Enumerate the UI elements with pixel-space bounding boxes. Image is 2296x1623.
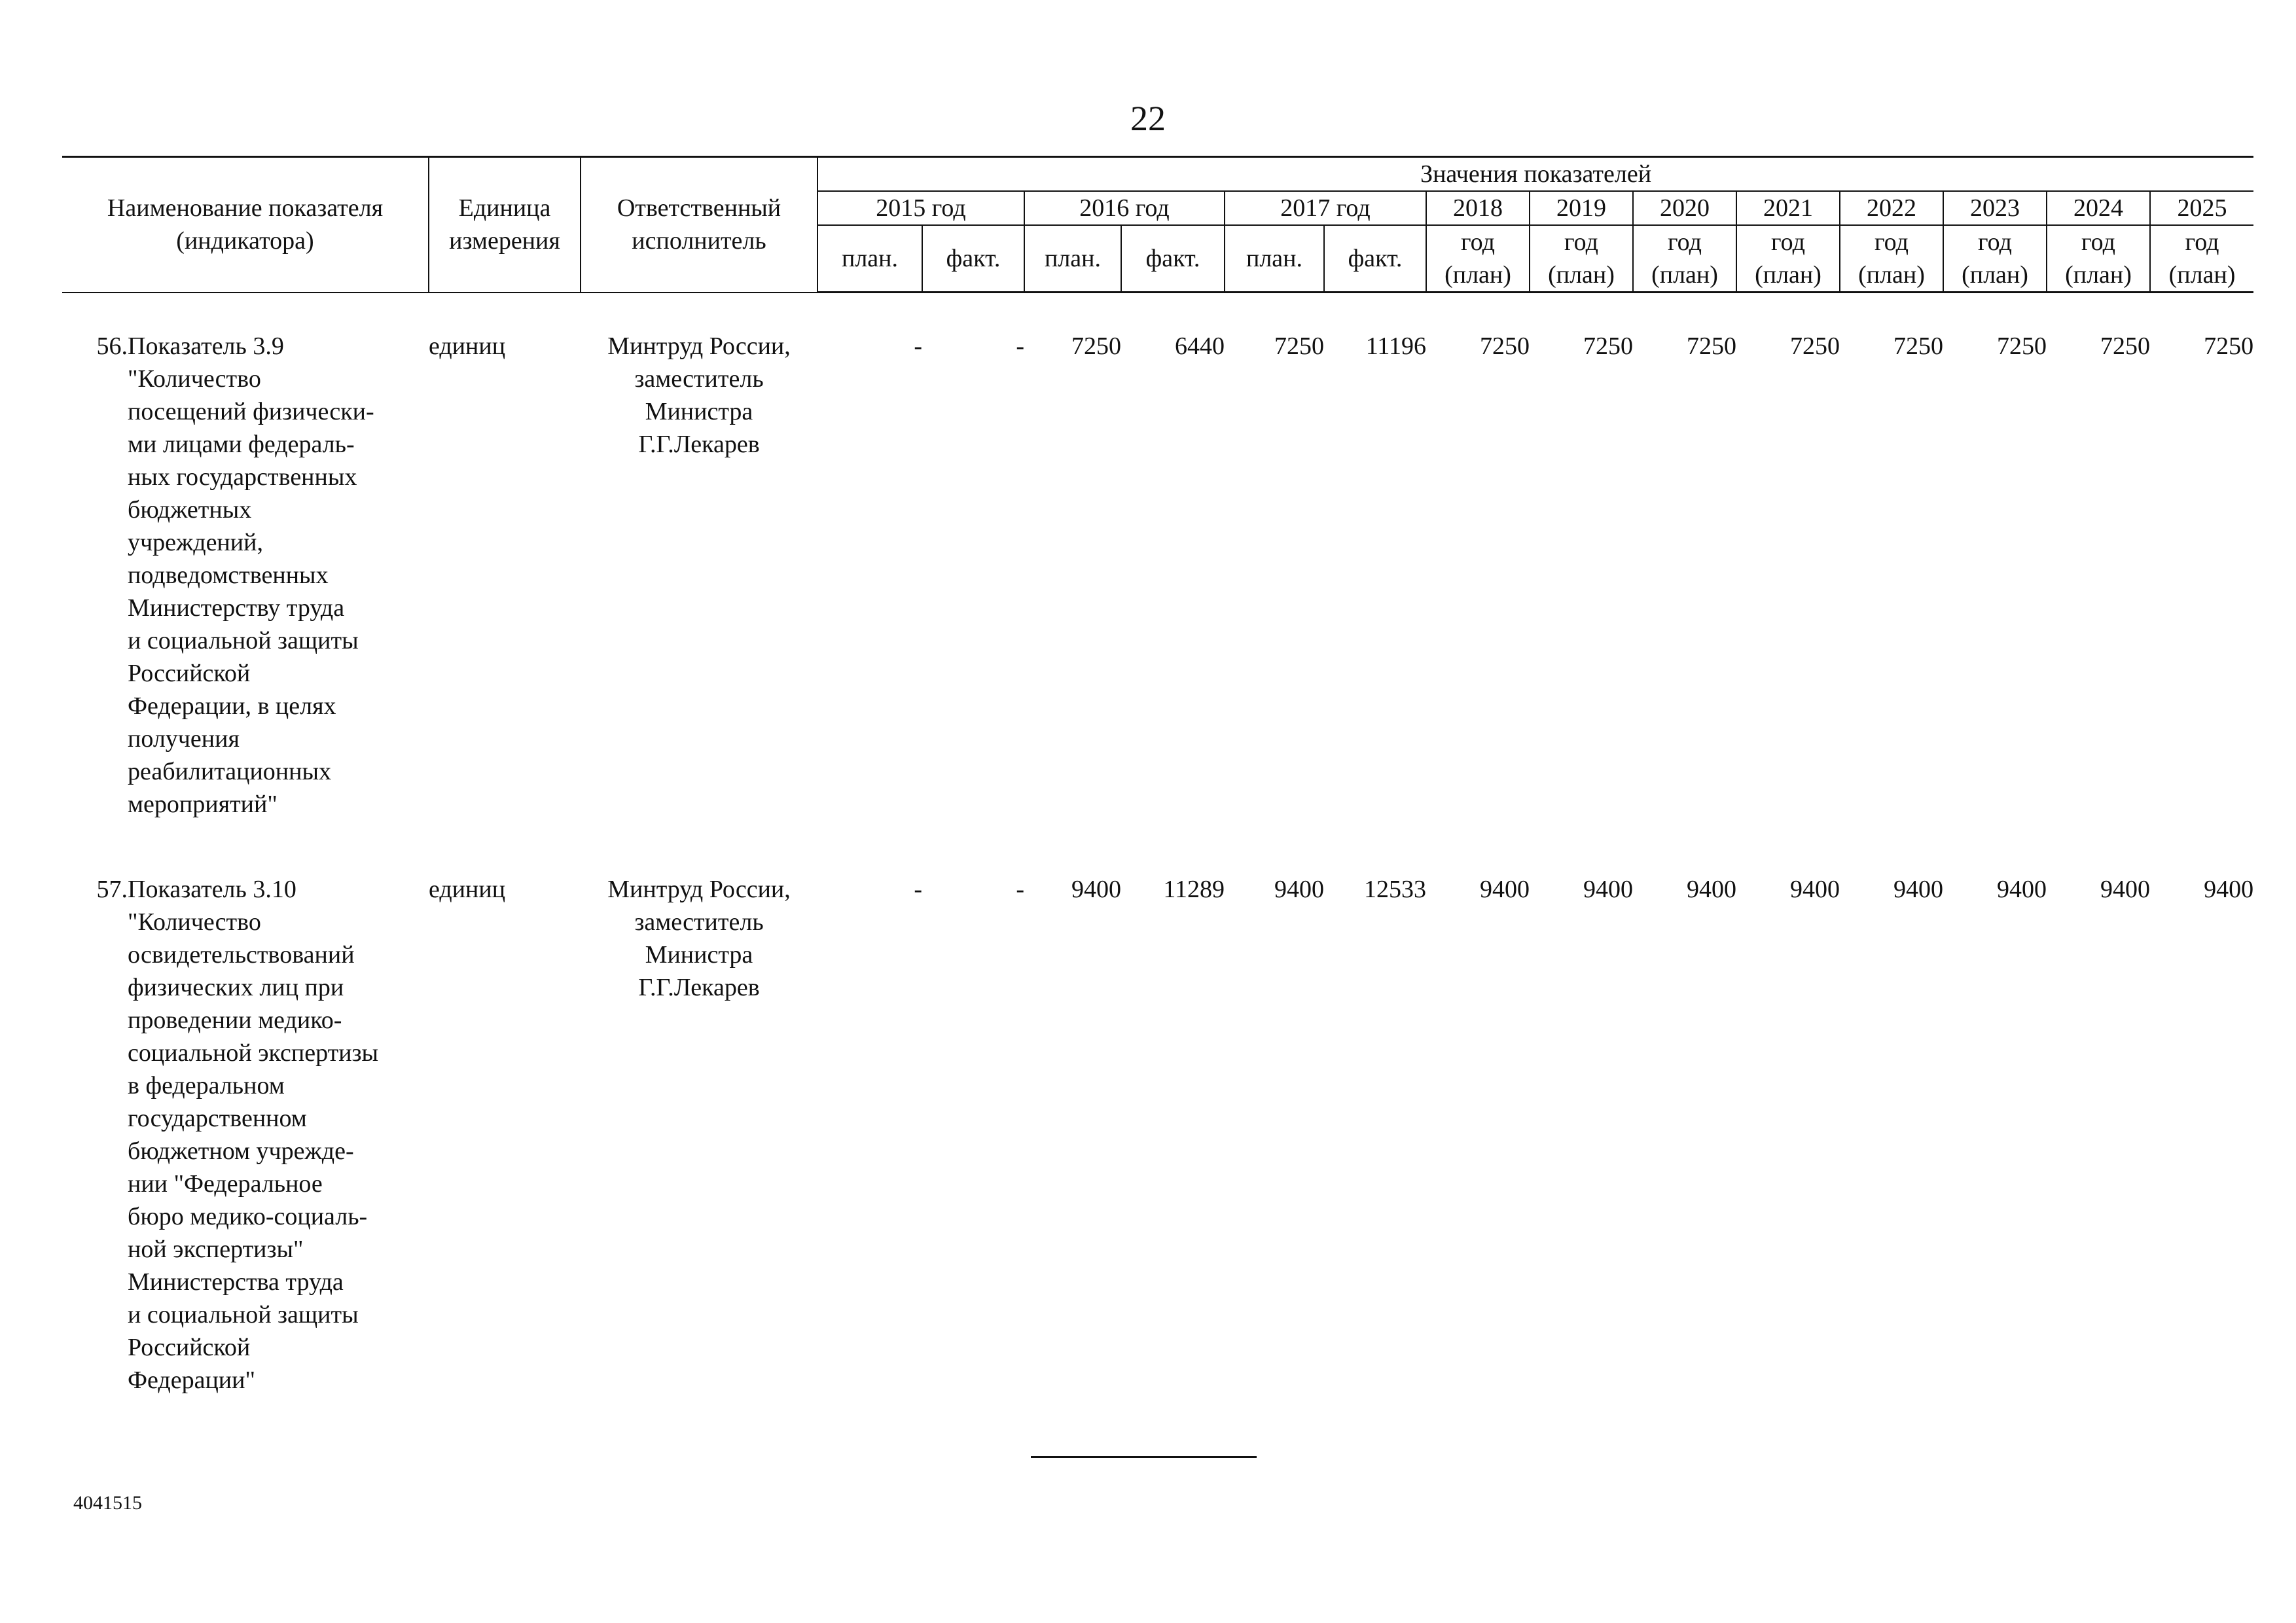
value-2017-fact: 11196 — [1365, 332, 1426, 360]
value-2017-plan: 9400 — [1274, 876, 1324, 903]
value-2024-plan: 9400 — [2100, 876, 2150, 903]
header-name-column: Наименование показателя (индикатора) — [62, 157, 429, 293]
header-2021-god-plan: год (план) — [1736, 225, 1840, 293]
value-2016-fact: 11289 — [1163, 876, 1225, 903]
header-year-2019: 2019 — [1530, 191, 1633, 225]
table-row — [62, 330, 2253, 821]
value-2016-plan: 9400 — [1071, 876, 1121, 903]
responsible-value: Минтруд России, заместитель Министра Г.Г.Лекарев — [607, 332, 791, 458]
row-number: 56. — [96, 332, 128, 360]
header-2023-god-plan: год (план) — [1943, 225, 2047, 293]
header-2020-god-plan: год (план) — [1633, 225, 1736, 293]
responsible-value: Минтруд России, заместитель Министра Г.Г.Лекарев — [607, 876, 791, 1001]
header-year-2025: 2025 — [2150, 191, 2253, 225]
header-2016-plan: план. — [1024, 225, 1121, 293]
document-code: 4041515 — [73, 1492, 142, 1514]
value-2019-plan: 9400 — [1583, 876, 1633, 903]
indicator-cell — [62, 873, 429, 1397]
header-year-2016: 2016 год — [1024, 191, 1225, 225]
indicator-name: Показатель 3.9 "Количество посещений физически- ми лицами федераль- ных государственных бюджетных учреждений, подведомственных Министерству труда и социальной защиты Российской Федерации, в целях получения реабилитационных мероприятий" — [128, 332, 374, 818]
value-2016-plan: 7250 — [1071, 332, 1121, 360]
value-2022-plan: 9400 — [1893, 876, 1943, 903]
indicator-name: Показатель 3.10 "Количество освидетельствований физических лиц при проведении медико- социальной экспертизы в федеральном государственном бюджетном учрежде- нии "Федеральное бюро медико-социаль- ной экспертизы" Министерства труда и социальной защиты Российской Федерации" — [128, 876, 379, 1394]
header-responsible-column: Ответственный исполнитель — [581, 157, 817, 293]
value-2025-plan: 7250 — [2204, 332, 2254, 360]
value-2015-plan: - — [914, 332, 922, 360]
indicators-table — [62, 156, 2253, 1397]
header-2016-fact: факт. — [1121, 225, 1225, 293]
row-number: 57. — [96, 876, 128, 903]
page-number: 22 — [1130, 99, 1166, 138]
header-2015-plan: план. — [817, 225, 922, 293]
header-2017-plan: план. — [1225, 225, 1324, 293]
value-2019-plan: 7250 — [1583, 332, 1633, 360]
header-2022-god-plan: год (план) — [1840, 225, 1943, 293]
table-row — [62, 873, 2253, 1397]
value-2020-plan: 9400 — [1687, 876, 1736, 903]
value-2018-plan: 7250 — [1480, 332, 1530, 360]
value-2017-fact: 12533 — [1364, 876, 1426, 903]
value-2021-plan: 7250 — [1790, 332, 1840, 360]
header-unit-column: Единица измерения — [429, 157, 581, 293]
value-2022-plan: 7250 — [1893, 332, 1943, 360]
header-year-2015: 2015 год — [817, 191, 1024, 225]
value-2018-plan: 9400 — [1480, 876, 1530, 903]
value-2023-plan: 7250 — [1997, 332, 2047, 360]
header-year-2020: 2020 — [1633, 191, 1736, 225]
header-year-2023: 2023 — [1943, 191, 2047, 225]
indicator-cell — [62, 330, 429, 821]
value-2021-plan: 9400 — [1790, 876, 1840, 903]
value-2015-fact: - — [1016, 876, 1024, 903]
unit-value: единиц — [429, 876, 506, 903]
value-2024-plan: 7250 — [2100, 332, 2150, 360]
header-2019-god-plan: год (план) — [1530, 225, 1633, 293]
header-year-2017: 2017 год — [1225, 191, 1426, 225]
unit-value: единиц — [429, 332, 506, 360]
header-year-2024: 2024 — [2047, 191, 2150, 225]
value-2020-plan: 7250 — [1687, 332, 1736, 360]
value-2025-plan: 9400 — [2204, 876, 2254, 903]
value-2017-plan: 7250 — [1274, 332, 1324, 360]
header-year-2018: 2018 — [1426, 191, 1530, 225]
header-2017-fact: факт. — [1324, 225, 1426, 293]
value-2015-fact: - — [1016, 332, 1024, 360]
value-2016-fact: 6440 — [1175, 332, 1225, 360]
value-2023-plan: 9400 — [1997, 876, 2047, 903]
header-2018-god-plan: год (план) — [1426, 225, 1530, 293]
header-year-2021: 2021 — [1736, 191, 1840, 225]
header-2024-god-plan: год (план) — [2047, 225, 2150, 293]
header-values-title: Значения показателей — [817, 157, 2253, 192]
header-2025-god-plan: год (план) — [2150, 225, 2253, 293]
header-year-2022: 2022 — [1840, 191, 1943, 225]
value-2015-plan: - — [914, 876, 922, 903]
bottom-divider — [1031, 1456, 1257, 1458]
header-2015-fact: факт. — [922, 225, 1024, 293]
